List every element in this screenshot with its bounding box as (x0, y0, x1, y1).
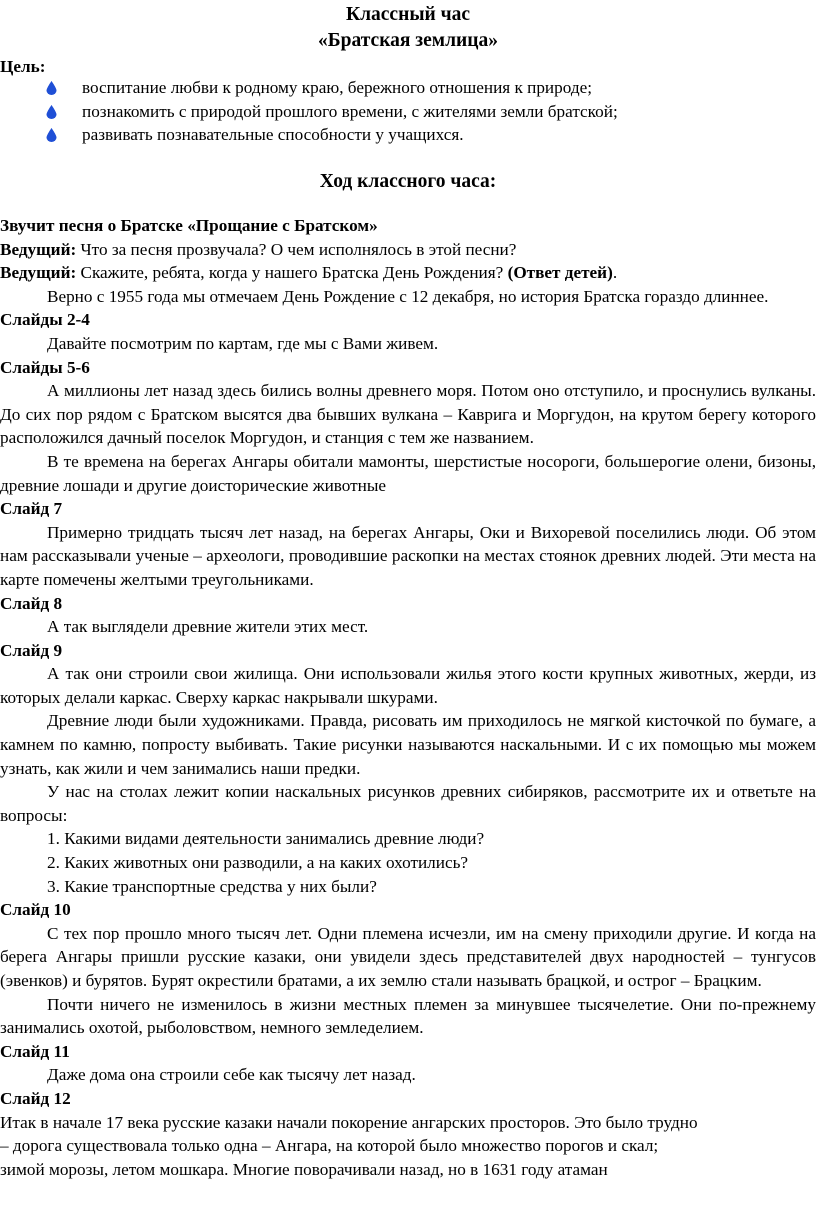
paragraph: В те времена на берегах Ангары обитали мамонты, шерстистые носороги, большерогие олени, бизоны, древние лошади и другие доисторические животные (0, 451, 816, 495)
host-line (0, 238, 816, 262)
paragraph: Давайте посмотрим по картам, где мы с Вами живем. (47, 333, 439, 353)
paragraph: А так они строили свои жилища. Они использовали жилья этого кости крупных животных, жерди, из которых делали каркас. Сверху каркас накрывали шкурами. (0, 664, 816, 707)
slide-heading: Слайды 2-4 (0, 310, 90, 330)
water-drop-icon (46, 105, 57, 119)
host-line (0, 261, 816, 285)
paragraph: У нас на столах лежит копии наскальных рисунков древних сибиряков, рассмотрите их и ответьте на вопросы: (0, 782, 816, 825)
slide-heading: Слайд 8 (0, 593, 63, 613)
water-drop-icon (46, 128, 57, 142)
paragraph: Верно с 1955 года мы отмечаем День Рождение с 12 декабря, но история Братска гораздо длиннее. (47, 286, 769, 306)
punctuation: . (612, 263, 618, 283)
goal-text: воспитание любви к родному краю, бережного отношения к природе; (82, 78, 592, 97)
paragraph: С тех пор прошло много тысяч лет. Одни племена исчезли, им на смену приходили другие. И когда на берега Ангары пришли русские казаки, они увидели здесь представителей двух народностей – тунгусов (эвенков) и бурятов. Бурят окрестили братами, а их землю стали называть брацкой, и острог – Брацким. (0, 923, 816, 990)
document-subtitle: «Братская землица» (317, 30, 498, 51)
goal-item (0, 123, 618, 147)
paragraph: А так выглядели древние жители этих мест. (47, 617, 369, 637)
slide-heading: Слайд 12 (0, 1088, 71, 1108)
paragraph: Примерно тридцать тысяч лет назад, на берегах Ангары, Оки и Вихоревой поселились люди. Об этом нам рассказывали ученые – археологи, проводившие раскопки на местах стоянок древних людей. Эти места на карте помечены желтыми треугольниками. (0, 522, 816, 589)
water-drop-icon (46, 81, 57, 95)
question-item: 1. Какими видами деятельности занимались древние люди? (47, 829, 485, 849)
goals-list (0, 76, 618, 147)
children-answer-note: (Ответ детей) (507, 263, 613, 283)
goals-label: Цель: (0, 57, 46, 76)
slide-heading: Слайды 5-6 (0, 357, 90, 377)
goal-item (0, 76, 618, 100)
document-title: Классный час (345, 4, 471, 25)
paragraph: Почти ничего не изменилось в жизни местных племен за минувшее тысячелетие. Они по-прежнему занимались охотой, рыболовством, немного земледелием. (0, 994, 816, 1038)
goal-item (0, 100, 618, 124)
slide-heading: Слайд 7 (0, 499, 63, 519)
host-question: Что за песня прозвучала? О чем исполнялось в этой песни? (76, 239, 517, 259)
paragraph: А миллионы лет назад здесь бились волны древнего моря. Потом оно отступило, и проснулись вулканы. До сих пор рядом с Братском высятся два бывших вулкана – Каврига и Моргудон, на крутом берегу которого расположился дачный поселок Моргудон, и станция с тем же названием. (0, 381, 816, 448)
paragraph-line: – дорога существовала только одна – Ангара, на которой было множество порогов и скал; (0, 1136, 659, 1156)
song-line: Звучит песня о Братске «Прощание с Братском» (0, 216, 378, 235)
host-question: Скажите, ребята, когда у нашего Братска День Рождения? (76, 263, 508, 283)
host-label: Ведущий: (0, 239, 77, 259)
paragraph-line: зимой морозы, летом мошкара. Многие поворачивали назад, но в 1631 году атаман (0, 1159, 608, 1179)
paragraph-line: Итак в начале 17 века русские казаки начали покорение ангарских просторов. Это было трудно (0, 1112, 698, 1132)
paragraph: Даже дома она строили себе как тысячу лет назад. (47, 1065, 416, 1085)
goal-text: развивать познавательные способности у учащихся. (82, 125, 464, 145)
slide-heading: Слайд 11 (0, 1041, 70, 1061)
host-label: Ведущий: (0, 263, 77, 283)
question-item: 3. Какие транспортные средства у них были? (47, 876, 377, 896)
section-title: Ход классного часа: (319, 171, 497, 192)
paragraph: Древние люди были художниками. Правда, рисовать им приходилось не мягкой кисточкой по бумаге, а камнем по камню, попросту выбивать. Такие рисунки называются наскальными. И с их помощью мы можем узнать, как жили и чем занимались наши предки. (0, 711, 816, 778)
slide-heading: Слайд 9 (0, 640, 63, 660)
lesson-body (0, 214, 816, 1181)
slide-heading: Слайд 10 (0, 900, 71, 920)
question-item: 2. Каких животных они разводили, а на каких охотились? (47, 853, 469, 873)
goal-text: познакомить с природой прошлого времени, с жителями земли братской; (82, 101, 618, 121)
